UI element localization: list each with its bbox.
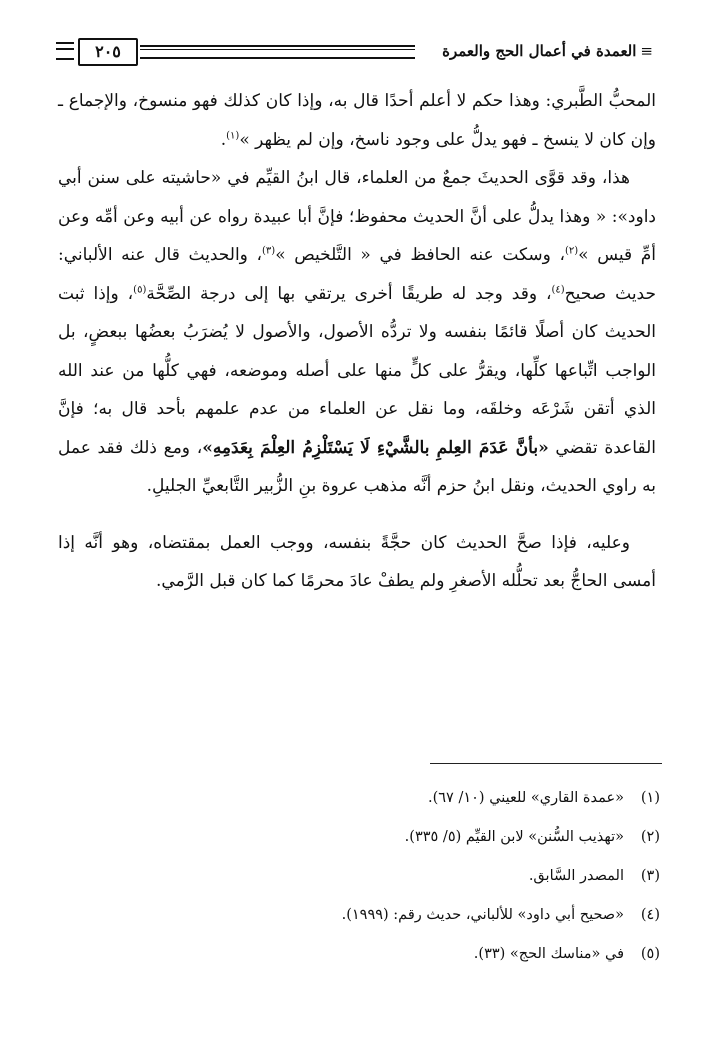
footnote-item [60,786,660,825]
paragraph-text: المحبُّ الطَّبري: وهذا حكم لا أعلم أحدًا قال به، وإذا كان كذلك فهو منسوخ، والإجماع ـ وإن كان لا ينسخ ـ فهو يدلُّ على وجود ناسخ، وإن لم يظهر » [58,91,656,150]
footnote-ref: (٤) [551,283,565,295]
header-rule [140,45,415,59]
footnote-ref: (١) [226,129,240,141]
footnote-ref: (٥) [133,283,147,295]
header-ornament-icon: ≡ [640,42,653,60]
footnote-item [60,864,660,903]
footnote-text: «صحيح أبي داود» للألباني، حديث رقم: (١٩٩٩). [341,907,624,923]
bold-maxim: «بأنَّ عَدَمَ العِلمِ بالشَّيْءِ لَا يَسْتَلْزِمُ العِلْمَ بِعَدَمِهِ» [202,437,549,458]
header-title-text: العمدة في أعمال الحج والعمرة [442,42,637,60]
paragraph-text: ، ومع ذلك فقد عمل به راوي الحديث، ونقل ابنُ حزم أنَّه مذهب عروة بنِ الزُّبير التَّابعيِّ الجليلِ. [58,437,656,496]
footnote-separator [430,763,662,764]
paragraph-1 [58,82,656,159]
header-title [442,40,653,62]
footnote-text: في «مناسك الحج» (٣٣). [473,946,624,962]
paragraph-text: ، والحديث قال عنه الألباني: حديث صحيح [58,245,656,304]
paragraph-text: ، وسكت عنه الحافظ في « التَّلخيص » [275,245,565,265]
footnote-text: «تهذيب السُّنن» لابن القيِّم (٥/ ٣٣٥). [404,829,624,845]
footnote-item [60,903,660,942]
footnotes [60,786,660,981]
main-text [58,82,656,601]
paragraph-3 [58,524,656,601]
footnote-item [60,942,660,981]
paragraph-text: ، وقد وجد له طريقًا أخرى يرتقي بها إلى درجة الصِّحَّة [146,283,552,304]
paragraph-2 [58,159,656,506]
header-left-bars-icon [56,42,74,60]
footnote-number: (٣) [640,868,660,884]
footnote-ref: (٣) [262,245,276,257]
footnote-ref: (٢) [564,245,579,257]
footnote-number: (٤) [640,907,660,923]
page-number: ٢٠٥ [78,38,138,66]
footnote-number: (٥) [640,946,660,962]
footnote-item [60,825,660,864]
paragraph-text: وعليه، فإذا صحَّ الحديث كان حجَّةً بنفسه، ووجب العمل بمقتضاه، وهو أنَّه إذا أمسى الحاجُّ بعد تحلُّله الأصغرِ ولم يطفْ عادَ محرمًا كما كان قبل الرَّمي. [58,532,656,591]
paragraph-text: ، وإذا ثبت الحديث كان أصلًا قائمًا بنفسه ولا تردُّه الأصول، والأصول لا يُضرَبُ بعضُها ببعضٍ، بل الواجب اتِّباعها كلِّها، ويقرُّ على كلٍّ منها على أصله وموضعه، فهي كلُّها من عند الله الذي أتقن شَرْعَه وخلقَه، وما نقل عن العلماء من عدم علمهم بأحد قال به؛ فإنَّ القاعدة تقضي [58,283,656,458]
footnote-number: (١) [640,790,660,806]
running-header [56,38,653,68]
footnote-number: (٢) [640,829,660,845]
footnote-text: المصدر السَّابق. [528,868,624,884]
footnote-text: «عمدة القاري» للعيني (١٠/ ٦٧). [427,790,624,806]
paragraph-tail: . [220,129,227,150]
paragraph-text: هذا، وقد قوَّى الحديثَ جمعٌ من العلماء، قال ابنُ القيِّم في «حاشيته على سنن أبي داود»: « وهذا يدلُّ على أنَّ الحديث محفوظ؛ فإنَّ أبا عبيدة رواه عن أبيه وعن أمِّه وعن أمِّ قيس » [58,168,656,265]
